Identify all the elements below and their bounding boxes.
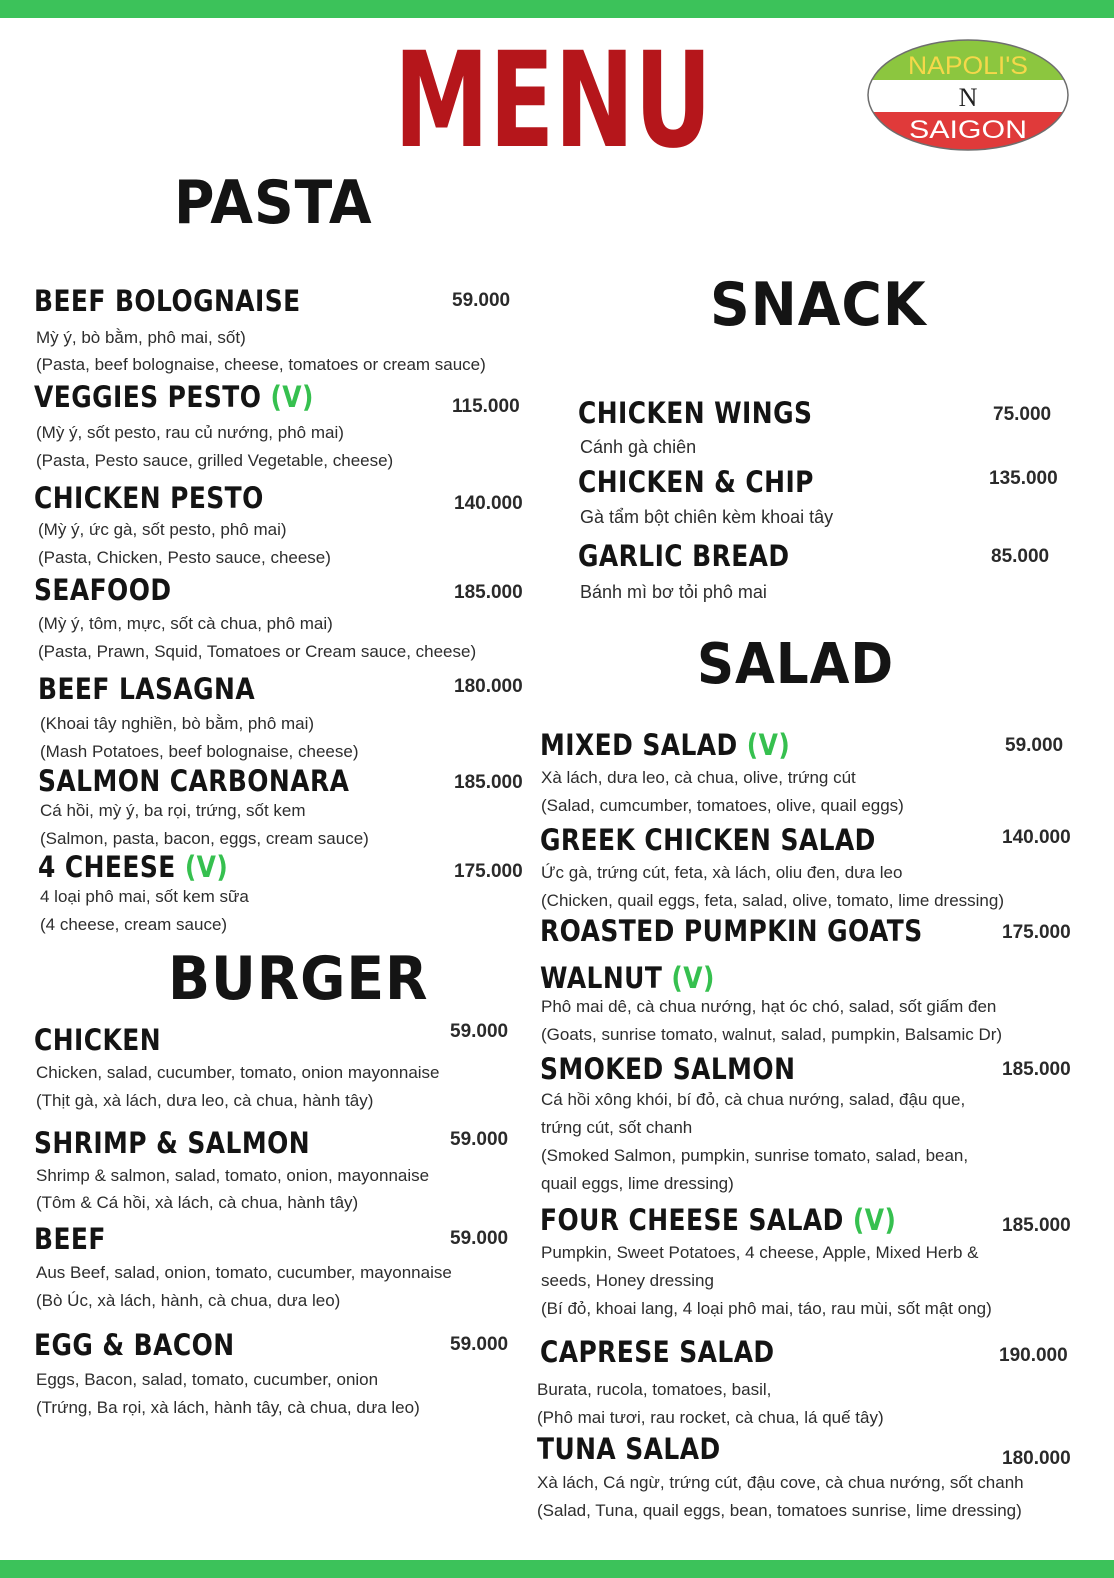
item-desc-en: Chicken, salad, cucumber, tomato, onion mayonnaise xyxy=(36,1063,440,1082)
item-desc-en: Burata, rucola, tomatoes, basil, xyxy=(537,1380,772,1399)
item-price: 185.000 xyxy=(454,772,523,793)
vegetarian-badge: (V) xyxy=(270,380,314,414)
vegetarian-badge: (V) xyxy=(671,961,715,995)
logo-mark: N xyxy=(958,83,978,112)
salad-heading: SALAD xyxy=(697,632,895,697)
item-desc-vi-cont: trứng cút, sốt chanh xyxy=(541,1118,693,1137)
item-desc-vi: Ức gà, trứng cút, feta, xà lách, oliu đen, dưa leo xyxy=(541,863,903,882)
item-desc-vi: (Trứng, Ba rọi, xà lách, hành tây, cà chua, dưa leo) xyxy=(36,1398,420,1417)
item-name: TUNA SALAD xyxy=(537,1432,721,1466)
item-desc-en: (Pasta, Prawn, Squid, Tomatoes or Cream sauce, cheese) xyxy=(38,642,477,661)
item-desc-en: (Salad, cumcumber, tomatoes, olive, quail eggs) xyxy=(541,796,904,815)
item-name: MIXED SALAD (V) xyxy=(540,728,791,762)
item-desc-vi: Cá hồi xông khói, bí đỏ, cà chua nướng, salad, đậu que, xyxy=(541,1090,966,1109)
snack-heading: SNACK xyxy=(710,270,927,340)
item-price: 75.000 xyxy=(993,404,1052,425)
item-price: 180.000 xyxy=(454,676,523,697)
item-name: SEAFOOD xyxy=(34,573,172,607)
item-name: GREEK CHICKEN SALAD xyxy=(540,823,876,857)
item-name: ROASTED PUMPKIN GOATS xyxy=(540,914,923,948)
item-desc-vi: Cánh gà chiên xyxy=(580,437,697,457)
item-price: 59.000 xyxy=(450,1129,509,1150)
item-desc-en: Shrimp & salmon, salad, tomato, onion, mayonnaise xyxy=(36,1166,430,1185)
logo-top-text: NAPOLI'S xyxy=(908,52,1028,80)
item-price: 175.000 xyxy=(454,861,523,882)
item-price: 85.000 xyxy=(991,546,1050,567)
item-name: CAPRESE SALAD xyxy=(540,1335,775,1369)
napolis-saigon-logo xyxy=(866,38,1070,152)
item-desc-en: Aus Beef, salad, onion, tomato, cucumber, mayonnaise xyxy=(36,1263,452,1282)
item-price: 140.000 xyxy=(1002,827,1071,848)
item-desc-vi: Mỳ ý, bò bằm, phô mai, sốt) xyxy=(36,328,246,347)
item-name: SMOKED SALMON xyxy=(540,1052,796,1086)
item-desc-vi: 4 loại phô mai, sốt kem sữa xyxy=(40,887,249,906)
item-price: 185.000 xyxy=(454,582,523,603)
item-desc-vi: Bánh mì bơ tỏi phô mai xyxy=(580,582,767,602)
item-name: BEEF LASAGNA xyxy=(38,672,256,706)
item-name: EGG & BACON xyxy=(34,1328,235,1362)
vegetarian-badge: (V) xyxy=(184,850,229,884)
item-price: 59.000 xyxy=(450,1334,509,1355)
item-desc-vi: Xà lách, Cá ngừ, trứng cút, đậu cove, cà chua nướng, sốt chanh xyxy=(537,1473,1024,1492)
item-desc-vi: Phô mai dê, cà chua nướng, hạt óc chó, salad, sốt giấm đen xyxy=(541,997,997,1016)
item-price: 185.000 xyxy=(1002,1059,1071,1080)
logo-bottom-text: SAIGON xyxy=(909,116,1027,144)
item-name: CHICKEN PESTO xyxy=(34,481,264,515)
item-desc-vi: (Mỳ ý, ức gà, sốt pesto, phô mai) xyxy=(38,520,287,539)
item-desc-en: Pumpkin, Sweet Potatoes, 4 cheese, Apple, Mixed Herb & xyxy=(541,1243,979,1262)
item-name: GARLIC BREAD xyxy=(578,539,790,573)
item-desc-en: Eggs, Bacon, salad, tomato, cucumber, onion xyxy=(36,1370,379,1389)
item-price: 59.000 xyxy=(450,1228,509,1249)
item-desc-en: (Salmon, pasta, bacon, eggs, cream sauce) xyxy=(40,829,369,848)
item-price: 59.000 xyxy=(450,1021,509,1042)
item-price: 190.000 xyxy=(999,1345,1068,1366)
item-desc-en: (Salad, Tuna, quail eggs, bean, tomatoes sunrise, lime dressing) xyxy=(537,1501,1022,1520)
item-desc-vi: (Tôm & Cá hồi, xà lách, cà chua, hành tây) xyxy=(36,1193,359,1212)
vegetarian-badge: (V) xyxy=(746,728,791,762)
item-name: CHICKEN & CHIP xyxy=(578,465,814,499)
item-desc-vi: Cá hồi, mỳ ý, ba rọi, trứng, sốt kem xyxy=(40,801,306,820)
menu-title-text: MENU xyxy=(394,24,712,178)
item-desc-vi: (Phô mai tươi, rau rocket, cà chua, lá quế tây) xyxy=(537,1408,884,1427)
item-price: 59.000 xyxy=(452,290,511,311)
item-desc-en: (Pasta, Pesto sauce, grilled Vegetable, cheese) xyxy=(36,451,394,470)
item-desc-en: (Pasta, Chicken, Pesto sauce, cheese) xyxy=(38,548,331,567)
item-name: FOUR CHEESE SALAD (V) xyxy=(540,1203,897,1237)
pasta-heading: PASTA xyxy=(174,168,373,238)
item-price: 115.000 xyxy=(452,396,520,417)
item-price: 140.000 xyxy=(454,493,523,514)
item-desc-en: (Smoked Salmon, pumpkin, sunrise tomato, salad, bean, xyxy=(541,1146,969,1165)
item-desc-en: (Chicken, quail eggs, feta, salad, olive, tomato, lime dressing) xyxy=(541,891,1005,910)
item-name: BEEF xyxy=(34,1222,106,1256)
item-desc-vi: Gà tẩm bột chiên kèm khoai tây xyxy=(580,507,834,527)
bottom-accent-bar xyxy=(0,1560,1114,1578)
item-desc-en: (4 cheese, cream sauce) xyxy=(40,915,228,934)
item-name: CHICKEN xyxy=(34,1023,162,1057)
top-accent-bar xyxy=(0,0,1114,18)
item-desc-en-cont: quail eggs, lime dressing) xyxy=(541,1174,734,1193)
item-desc-vi: (Bò Úc, xà lách, hành, cà chua, dưa leo) xyxy=(36,1291,341,1310)
item-desc-en: (Mash Potatoes, beef bolognaise, cheese) xyxy=(40,742,359,761)
item-name: CHICKEN WINGS xyxy=(578,396,813,430)
item-desc-vi: Xà lách, dưa leo, cà chua, olive, trứng cút xyxy=(541,768,856,787)
item-name: SHRIMP & SALMON xyxy=(34,1126,311,1160)
item-price: 180.000 xyxy=(1002,1448,1071,1469)
item-desc-vi: (Khoai tây nghiền, bò bằm, phô mai) xyxy=(40,714,315,733)
item-desc-vi: (Mỳ ý, sốt pesto, rau củ nướng, phô mai) xyxy=(36,423,344,442)
item-name: 4 CHEESE (V) xyxy=(38,850,229,884)
menu-title xyxy=(388,24,718,178)
item-price: 175.000 xyxy=(1002,922,1071,943)
vegetarian-badge: (V) xyxy=(852,1203,897,1237)
burger-heading: BURGER xyxy=(168,944,429,1014)
item-price: 185.000 xyxy=(1002,1215,1071,1236)
item-desc-en: (Pasta, beef bolognaise, cheese, tomatoes or cream sauce) xyxy=(36,355,486,374)
item-desc-vi: (Mỳ ý, tôm, mực, sốt cà chua, phô mai) xyxy=(38,614,333,633)
item-name-continued: WALNUT (V) xyxy=(540,961,715,995)
item-price: 59.000 xyxy=(1005,735,1064,756)
item-desc-vi: (Thịt gà, xà lách, dưa leo, cà chua, hành tây) xyxy=(36,1091,374,1110)
item-name: VEGGIES PESTO (V) xyxy=(34,380,314,414)
item-desc-en: (Goats, sunrise tomato, walnut, salad, pumpkin, Balsamic Dr) xyxy=(541,1025,1003,1044)
item-desc-vi: (Bí đỏ, khoai lang, 4 loại phô mai, táo, rau mùi, sốt mật ong) xyxy=(541,1299,992,1318)
item-desc-en-cont: seeds, Honey dressing xyxy=(541,1271,714,1290)
item-price: 135.000 xyxy=(989,468,1058,489)
item-name: SALMON CARBONARA xyxy=(38,764,350,798)
item-name: BEEF BOLOGNAISE xyxy=(34,284,301,318)
